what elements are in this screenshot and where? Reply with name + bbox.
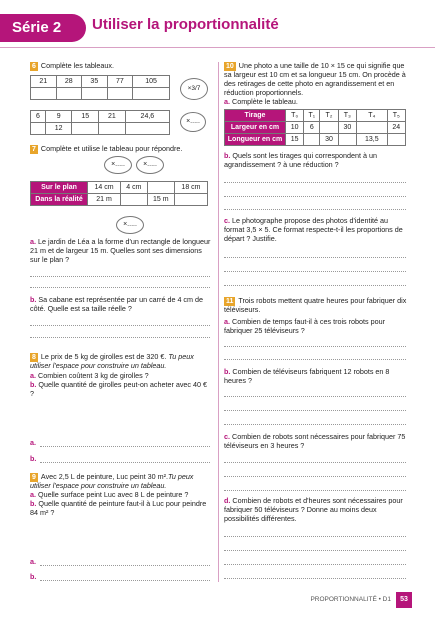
answer-line[interactable] (224, 285, 406, 286)
table-cell: 18 cm (174, 182, 207, 194)
ex7-number: 7 (32, 146, 36, 153)
serie-badge: Série 2 (0, 14, 86, 42)
ex8-number: 8 (32, 354, 36, 361)
answer-line[interactable] (224, 346, 406, 347)
table-cell-blank[interactable] (31, 88, 57, 100)
table-cell[interactable] (357, 122, 388, 134)
table-cell[interactable] (387, 134, 405, 146)
table-header: T₄ (357, 110, 388, 122)
row-header: Dans la réalité (31, 194, 88, 206)
answer-line[interactable] (224, 550, 406, 551)
answer-line[interactable] (224, 578, 406, 579)
ex9-answer-a-label: a. (30, 557, 36, 566)
answer-line[interactable] (30, 337, 210, 338)
table-cell: 77 (107, 76, 133, 88)
table-cell[interactable] (125, 123, 169, 135)
ex9-answer-b-label: b. (30, 572, 37, 581)
answer-line[interactable] (224, 257, 406, 258)
answer-line[interactable] (224, 424, 406, 425)
table-cell: 21 m (88, 194, 121, 206)
ex7-oval1[interactable]: ×..... (104, 156, 132, 174)
ex6-table2 (30, 110, 170, 135)
ex10-instruction: 10 Une photo a une taille de 10 × 15 ce qui signifie que sa largeur est 10 cm et sa longueur 15 cm. On procède à des retirages de cette photo en agrandissement et en réduction proportionnels. (224, 61, 406, 97)
answer-line[interactable] (224, 564, 406, 565)
answer-line[interactable] (224, 359, 406, 360)
ex9-number: 9 (32, 474, 36, 481)
header-divider (0, 47, 435, 48)
table-cell: 4 cm (121, 182, 148, 194)
table-cell[interactable] (121, 194, 148, 206)
row-header: Sur le plan (31, 182, 88, 194)
table-header: T₃ (338, 110, 356, 122)
table-header: Tirage (225, 110, 286, 122)
table-cell: 24 (387, 122, 405, 134)
answer-line[interactable] (40, 446, 210, 447)
table-cell: 24,6 (125, 111, 169, 123)
table-cell: 10 (286, 122, 304, 134)
answer-line[interactable] (224, 410, 406, 411)
table-cell: 6 (31, 111, 46, 123)
answer-line[interactable] (224, 476, 406, 477)
answer-line[interactable] (40, 565, 210, 566)
ex6-oval2[interactable]: ×..... (180, 112, 206, 132)
page-title: Utiliser la proportionnalité (92, 16, 279, 33)
ex9-instruction: 9 Avec 2,5 L de peinture, Luc peint 30 m².Tu peux utiliser l'espace pour construire un tableau. (30, 472, 194, 490)
table-cell-blank[interactable] (82, 88, 108, 100)
ex11-question-d: d. Combien de robots et d'heures sont nécessaires pour fabriquer 50 téléviseurs ? Donne au moins deux possibilités différentes. (224, 496, 403, 523)
table-cell: 15 m (147, 194, 174, 206)
table-cell[interactable] (147, 182, 174, 194)
ex8-question-b: b. Quelle quantité de girolles peut-on acheter avec 40 € ? (30, 380, 208, 398)
table-cell-blank[interactable] (107, 88, 133, 100)
page-number: 53 (396, 592, 412, 608)
table-cell[interactable] (99, 123, 126, 135)
ex8-answer-a-label: a. (30, 438, 36, 447)
answer-line[interactable] (224, 490, 406, 491)
table-cell-blank[interactable] (56, 88, 82, 100)
table-cell: 15 (72, 111, 99, 123)
answer-line[interactable] (30, 287, 210, 288)
ex7-oval2[interactable]: ×..... (136, 156, 164, 174)
ex6-oval1: ×3/7 (180, 78, 208, 100)
table-cell: 28 (56, 76, 82, 88)
footer-label: PROPORTIONNALITÉ • D1 (310, 596, 391, 603)
table-cell: 6 (304, 122, 320, 134)
ex7-table (30, 181, 208, 206)
table-cell: 15 (286, 134, 304, 146)
answer-line[interactable] (224, 396, 406, 397)
table-cell: 35 (82, 76, 108, 88)
answer-line[interactable] (224, 271, 406, 272)
table-cell[interactable] (304, 134, 320, 146)
answer-line[interactable] (30, 276, 210, 277)
table-cell[interactable] (174, 194, 207, 206)
table-header: T₅ (387, 110, 405, 122)
answer-line[interactable] (40, 580, 210, 581)
table-cell: 21 (31, 76, 57, 88)
ex8-question-a: a. Combien coûtent 3 kg de girolles ? (30, 371, 149, 380)
ex7-oval3[interactable]: ×..... (116, 216, 144, 234)
ex7-question-b: b. Sa cabane est représentée par un carré de 4 cm de côté. Quelle est sa taille réelle ? (30, 295, 204, 313)
table-cell[interactable] (338, 134, 356, 146)
ex6-instruction: 6 Complète les tableaux. (32, 61, 115, 70)
ex10-question-a: a. Complète le tableau. (224, 97, 298, 106)
table-cell[interactable] (31, 123, 46, 135)
table-cell: 12 (45, 123, 72, 135)
answer-line[interactable] (224, 209, 406, 210)
ex6-table1 (30, 75, 170, 100)
ex10-question-c: c. Le photographe propose des photos d'identité au format 3,5 × 5. Ce format respecte-t-il les proportions de départ ? Justifie. (224, 216, 403, 243)
ex8-instruction: 8 Le prix de 5 kg de girolles est de 320 €. Tu peux utiliser l'espace pour construire un tableau. (30, 352, 194, 370)
ex11-number: 11 (226, 298, 234, 305)
ex6-number: 6 (32, 63, 36, 70)
answer-line[interactable] (224, 182, 406, 183)
answer-line[interactable] (40, 462, 210, 463)
ex11-question-c: c. Combien de robots sont nécessaires pour fabriquer 75 téléviseurs en 3 heures ? (224, 432, 406, 450)
answer-line[interactable] (224, 196, 406, 197)
ex9-question-a: a. Quelle surface peint Luc avec 8 L de peinture ? (30, 490, 189, 499)
table-cell: 30 (320, 134, 338, 146)
answer-line[interactable] (30, 325, 210, 326)
table-cell: 30 (338, 122, 356, 134)
table-header: T₀ (286, 110, 304, 122)
ex9-question-b: b. Quelle quantité de peinture faut-il à Luc pour peindre 84 m² ? (30, 499, 207, 517)
table-cell: 21 (99, 111, 126, 123)
ex7-instruction: 7 Complète et utilise le tableau pour répondre. (32, 144, 183, 153)
column-divider (218, 62, 219, 582)
table-cell: 14 cm (88, 182, 121, 194)
ex10-question-b: b. Quels sont les tirages qui correspondent à un agrandissement ? à une réduction ? (224, 151, 378, 169)
ex7-question-a: a. Le jardin de Léa a la forme d'un rectangle de longueur 21 m et de largeur 15 m. Quelles sont ses dimensions sur le plan ? (30, 237, 211, 264)
table-header: T₁ (304, 110, 320, 122)
answer-line[interactable] (224, 462, 406, 463)
table-cell[interactable] (72, 123, 99, 135)
table-cell: 13,5 (357, 134, 388, 146)
answer-line[interactable] (224, 536, 406, 537)
ex10-number: 10 (226, 63, 234, 70)
ex11-question-b: b. Combien de téléviseurs fabriquent 12 robots en 8 heures ? (224, 367, 390, 385)
table-cell[interactable] (320, 122, 338, 134)
ex10-table (224, 109, 406, 146)
table-cell-blank[interactable] (133, 88, 170, 100)
row-header: Largeur en cm (225, 122, 286, 134)
table-cell: 9 (45, 111, 72, 123)
table-cell: 105 (133, 76, 170, 88)
row-header: Longueur en cm (225, 134, 286, 146)
table-header: T₂ (320, 110, 338, 122)
ex8-answer-b-label: b. (30, 454, 37, 463)
ex11-instruction: 11 Trois robots mettent quatre heures pour fabriquer dix téléviseurs. (224, 296, 407, 314)
ex11-question-a: a. Combien de temps faut-il à ces trois robots pour fabriquer 25 téléviseurs ? (224, 317, 386, 335)
